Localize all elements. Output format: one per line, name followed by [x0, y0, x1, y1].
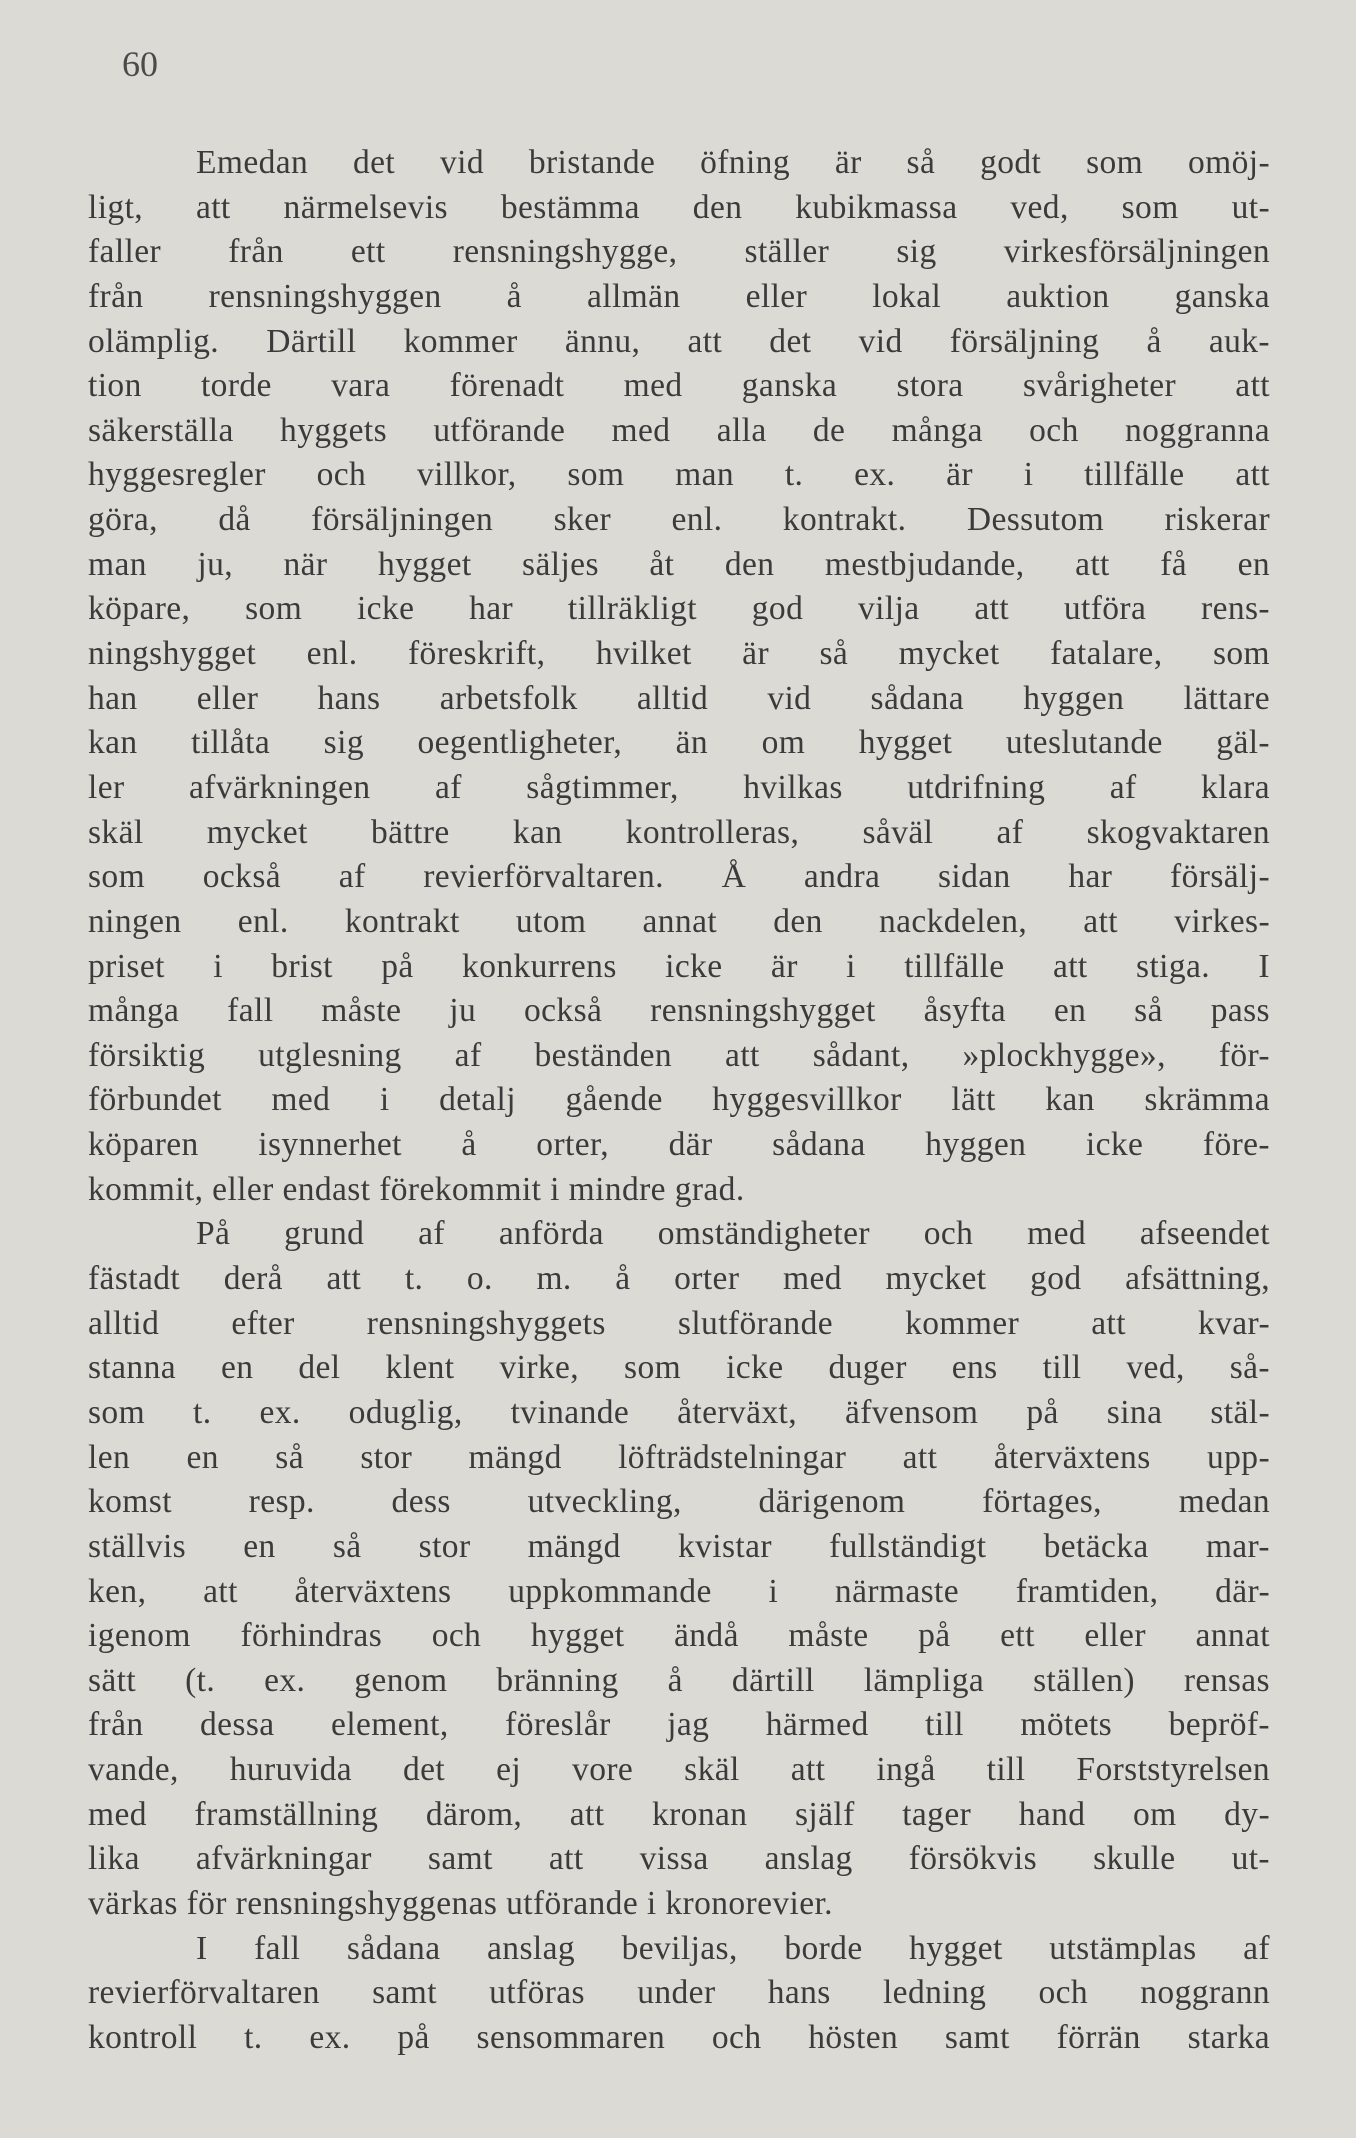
text-line: värkas för rensningshyggenas utförande i kronorevier. [88, 1884, 833, 1922]
text-line: komst resp. dess utveckling, därigenom förtages, medan [88, 1483, 1270, 1521]
text-line: förbundet med i detalj gående hyggesvillkor lätt kan skrämma [88, 1081, 1270, 1119]
text-line: olämplig. Därtill kommer ännu, att det vid försäljning å auk- [88, 322, 1270, 360]
text-line: med framställning därom, att kronan själf tager hand om dy- [88, 1795, 1270, 1833]
text-line: priset i brist på konkurrens icke är i tillfälle att stiga. I [88, 947, 1270, 985]
text-line: göra, då försäljningen sker enl. kontrakt. Dessutom riskerar [88, 501, 1270, 539]
text-line: ler afvärkningen af sågtimmer, hvilkas utdrifning af klara [88, 768, 1270, 806]
text-line: faller från ett rensningshygge, ställer sig virkesförsäljningen [88, 233, 1270, 271]
text-line: försiktig utglesning af beständen att sådant, »plockhygge», för- [88, 1036, 1270, 1074]
text-line: hyggesregler och villkor, som man t. ex. är i tillfälle att [88, 456, 1270, 494]
text-line: säkerställa hyggets utförande med alla de många och noggranna [88, 411, 1270, 449]
text-line: han eller hans arbetsfolk alltid vid sådana hyggen lättare [88, 679, 1270, 717]
text-line: stanna en del klent virke, som icke duger ens till ved, så- [88, 1349, 1270, 1387]
text-line: som t. ex. oduglig, tvinande återväxt, äfvensom på sina stäl- [88, 1393, 1270, 1431]
text-line: I fall sådana anslag beviljas, borde hygget utstämplas af [196, 1929, 1270, 1967]
text-line: ningen enl. kontrakt utom annat den nackdelen, att virkes- [88, 902, 1270, 940]
text-line: som också af revierförvaltaren. Å andra sidan har försälj- [88, 858, 1270, 896]
text-line: köparen isynnerhet å orter, där sådana hyggen icke före- [88, 1126, 1270, 1164]
text-line: len en så stor mängd löfträdstelningar att återväxtens upp- [88, 1438, 1270, 1476]
page-number: 60 [122, 44, 158, 84]
text-line: sätt (t. ex. genom bränning å därtill lämpliga ställen) rensas [88, 1661, 1270, 1699]
text-line: många fall måste ju också rensningshygget åsyfta en så pass [88, 992, 1270, 1030]
text-line: tion torde vara förenadt med ganska stora svårigheter att [88, 367, 1270, 405]
text-line: revierförvaltaren samt utföras under hans ledning och noggrann [88, 1974, 1270, 2012]
text-line: ställvis en så stor mängd kvistar fullständigt betäcka mar- [88, 1527, 1270, 1565]
text-line: ningshygget enl. föreskrift, hvilket är så mycket fatalare, som [88, 635, 1270, 673]
text-line: Emedan det vid bristande öfning är så godt som omöj- [196, 144, 1270, 181]
text-line: kommit, eller endast förekommit i mindre grad. [88, 1170, 745, 1208]
text-line: På grund af anförda omständigheter och med afseendet [196, 1215, 1270, 1253]
text-line: lika afvärkningar samt att vissa anslag försökvis skulle ut- [88, 1840, 1270, 1878]
text-line: fästadt derå att t. o. m. å orter med mycket god afsättning, [88, 1260, 1270, 1298]
text-line: ken, att återväxtens uppkommande i närmaste framtiden, där- [88, 1572, 1270, 1610]
text-line: alltid efter rensningshyggets slutförande kommer att kvar- [88, 1304, 1270, 1342]
text-line: man ju, när hygget säljes åt den mestbjudande, att få en [88, 545, 1270, 583]
text-line: vande, huruvida det ej vore skäl att ingå till Forststyrelsen [88, 1751, 1270, 1789]
text-line: ligt, att närmelsevis bestämma den kubikmassa ved, som ut- [88, 188, 1270, 226]
text-line: kontroll t. ex. på sensommaren och hösten samt förrän starka [88, 2018, 1270, 2056]
text-line: från dessa element, föreslår jag härmed till mötets bepröf- [88, 1706, 1270, 1744]
text-line: skäl mycket bättre kan kontrolleras, såväl af skogvaktaren [88, 813, 1270, 851]
text-line: från rensningshyggen å allmän eller lokal auktion ganska [88, 277, 1270, 315]
body-text [88, 141, 1270, 2061]
text-line: igenom förhindras och hygget ändå måste på ett eller annat [88, 1617, 1270, 1655]
text-line: kan tillåta sig oegentligheter, än om hygget uteslutande gäl- [88, 724, 1270, 762]
text-line: köpare, som icke har tillräkligt god vilja att utföra rens- [88, 590, 1270, 628]
